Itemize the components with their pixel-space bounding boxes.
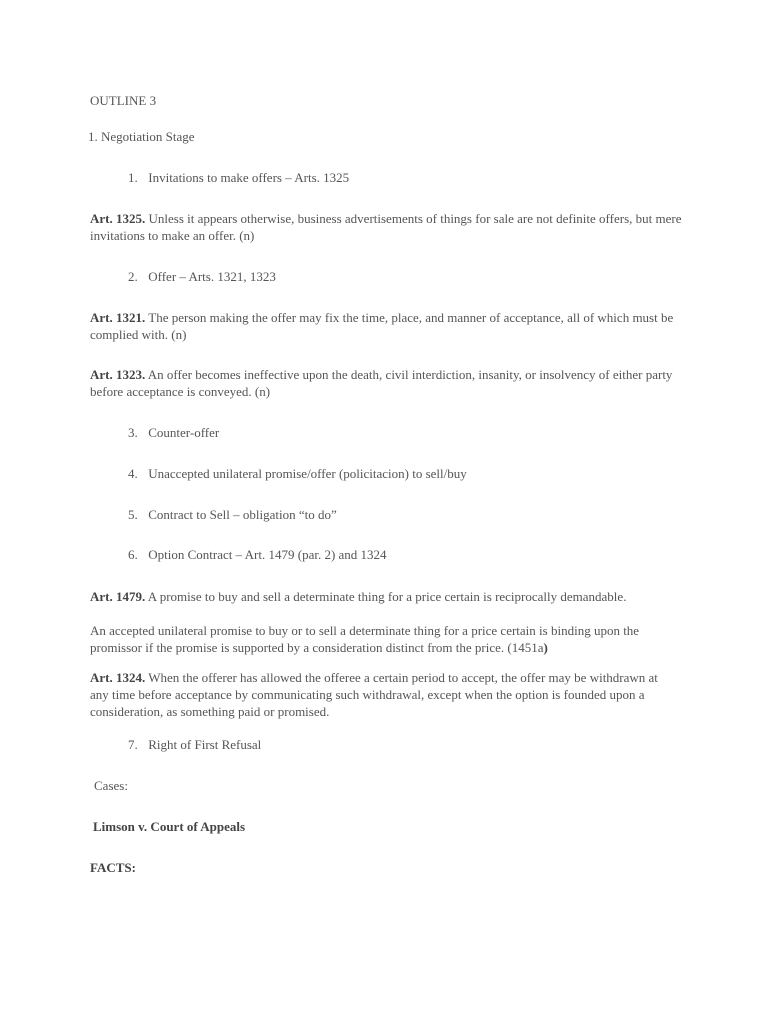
list-item-5 bbox=[128, 506, 337, 523]
list-item-number: 1. bbox=[128, 170, 138, 185]
article-1325 bbox=[90, 210, 690, 244]
section-heading: 1. Negotiation Stage bbox=[88, 129, 195, 144]
list-item-6 bbox=[128, 546, 387, 563]
case-title: Limson v. Court of Appeals bbox=[93, 819, 246, 834]
list-item-text: Right of First Refusal bbox=[148, 737, 262, 752]
list-item-text: Invitations to make offers – Arts. 1325 bbox=[148, 170, 350, 185]
list-item-text: Unaccepted unilateral promise/offer (policitacion) to sell/buy bbox=[148, 466, 467, 481]
list-item-text: Offer – Arts. 1321, 1323 bbox=[148, 269, 276, 284]
list-item-4 bbox=[128, 465, 467, 482]
article-1479-paragraph-2 bbox=[90, 622, 686, 656]
list-item-number: 7. bbox=[128, 737, 138, 752]
article-label: Art. 1479. bbox=[90, 589, 146, 604]
list-item-2 bbox=[128, 268, 276, 285]
article-text: An offer becomes ineffective upon the death, civil interdiction, insanity, or insolvency of either party before acceptance is conveyed. (n) bbox=[90, 367, 673, 399]
outline-title: OUTLINE 3 bbox=[90, 93, 157, 108]
article-label: Art. 1323. bbox=[90, 367, 146, 382]
list-item-number: 2. bbox=[128, 269, 138, 284]
article-text: The person making the offer may fix the time, place, and manner of acceptance, all of which must be complied with. (n) bbox=[90, 310, 674, 342]
list-item-7 bbox=[128, 736, 261, 753]
list-item-1 bbox=[128, 169, 349, 186]
list-item-number: 6. bbox=[128, 547, 138, 562]
list-item-number: 3. bbox=[128, 425, 138, 440]
article-label: Art. 1324. bbox=[90, 670, 146, 685]
facts-heading: FACTS: bbox=[90, 860, 136, 875]
article-1323 bbox=[90, 366, 690, 400]
cases-label: Cases: bbox=[94, 778, 128, 793]
article-text: When the offerer has allowed the offeree a certain period to accept, the offer may be withdrawn at any time before acceptance by communicating such withdrawal, except when the option is founded upon a consideration, as something paid or promised. bbox=[90, 670, 658, 719]
article-1321 bbox=[90, 309, 690, 343]
list-item-text: Contract to Sell – obligation “to do” bbox=[148, 507, 337, 522]
article-label: Art. 1321. bbox=[90, 310, 146, 325]
article-1324 bbox=[90, 669, 678, 720]
article-text: Unless it appears otherwise, business advertisements of things for sale are not definite offers, but mere invitations to make an offer. (n) bbox=[90, 211, 682, 243]
list-item-text: Counter-offer bbox=[148, 425, 220, 440]
list-item-number: 4. bbox=[128, 466, 138, 481]
list-item-number: 5. bbox=[128, 507, 138, 522]
list-item-text: Option Contract – Art. 1479 (par. 2) and 1324 bbox=[148, 547, 387, 562]
article-label: Art. 1325. bbox=[90, 211, 146, 226]
closing-parenthesis: ) bbox=[543, 640, 548, 655]
list-item-3 bbox=[128, 424, 219, 441]
article-text: A promise to buy and sell a determinate thing for a price certain is reciprocally demandable. bbox=[145, 589, 627, 604]
article-text: An accepted unilateral promise to buy or to sell a determinate thing for a price certain is binding upon the promissor if the promise is supported by a consideration distinct from the price. (1451a bbox=[90, 623, 640, 655]
article-1479 bbox=[90, 588, 690, 605]
